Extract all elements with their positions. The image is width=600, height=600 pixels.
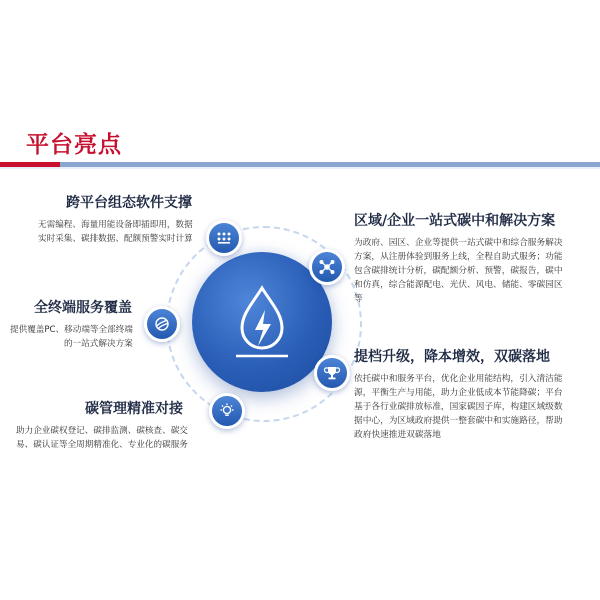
page-title: 平台亮点	[26, 131, 122, 158]
feature-desc-line: 提供覆盖PC、移动端等全部终端	[10, 325, 133, 335]
feature-heading: 全终端服务覆盖	[34, 300, 132, 316]
feature-cross-platform	[38, 192, 272, 246]
feature-desc-line: 等	[354, 294, 363, 304]
feature-desc-line: 和仿真，综合能源配电、光伏、风电、储能、零碳园区	[354, 280, 563, 290]
feature-description	[354, 236, 574, 306]
feature-desc-line: 为政府、园区、企业等提供一站式碳中和综合服务解决	[354, 238, 563, 248]
feature-description	[354, 372, 574, 442]
feature-description	[10, 323, 176, 351]
feature-carbon-mgmt	[16, 398, 191, 452]
bulb-icon	[209, 393, 245, 429]
feature-desc-line: 无需编程、海量用能设备即插即用，数据	[38, 220, 193, 230]
trophy-icon	[314, 355, 350, 391]
feature-all-terminal	[10, 297, 176, 351]
feature-desc-line: 依托碳中和服务平台，优化企业用能结构，引入清洁能	[354, 374, 563, 384]
feature-desc-line: 包含碳排统计分析，碳配额分析、预警，碳报告，碳中	[354, 266, 563, 276]
feature-heading: 区域/企业一站式碳中和解决方案	[354, 213, 556, 229]
feature-heading: 碳管理精准对接	[85, 401, 183, 417]
feature-description	[38, 218, 272, 246]
feature-upgrade	[354, 346, 574, 442]
feature-desc-line: 的一站式解决方案	[64, 339, 133, 349]
feature-heading: 提档升级，降本增效，双碳落地	[354, 349, 550, 365]
feature-desc-line: 政府快速推进双碳落地	[354, 430, 441, 440]
network-icon	[309, 249, 345, 285]
feature-description	[16, 424, 191, 452]
feature-heading: 跨平台组态软件支撑	[66, 195, 192, 211]
feature-desc-line: 据中心，为区域政府提供一整套碳中和实施路径，帮助	[354, 416, 563, 426]
feature-desc-line: 源，平衡生产与用能，助力企业低成本节能降碳；平台	[354, 388, 563, 398]
feature-desc-line: 易、碳认证等全周期精准化、专业化的碳服务	[16, 440, 188, 450]
feature-desc-line: 方案，从注册体验到服务上线，全程自助式服务；功能	[354, 252, 563, 262]
feature-desc-line: 助力企业碳权登记、碳排监测、碳核查、碳交	[16, 426, 188, 436]
feature-desc-line: 基于各行业碳排放标准，国家碳因子库，构建区域级数	[354, 402, 563, 412]
feature-desc-line: 实时采集、碳排数据、配额预警实时计算	[38, 234, 193, 244]
feature-one-stop-solution	[354, 210, 574, 306]
